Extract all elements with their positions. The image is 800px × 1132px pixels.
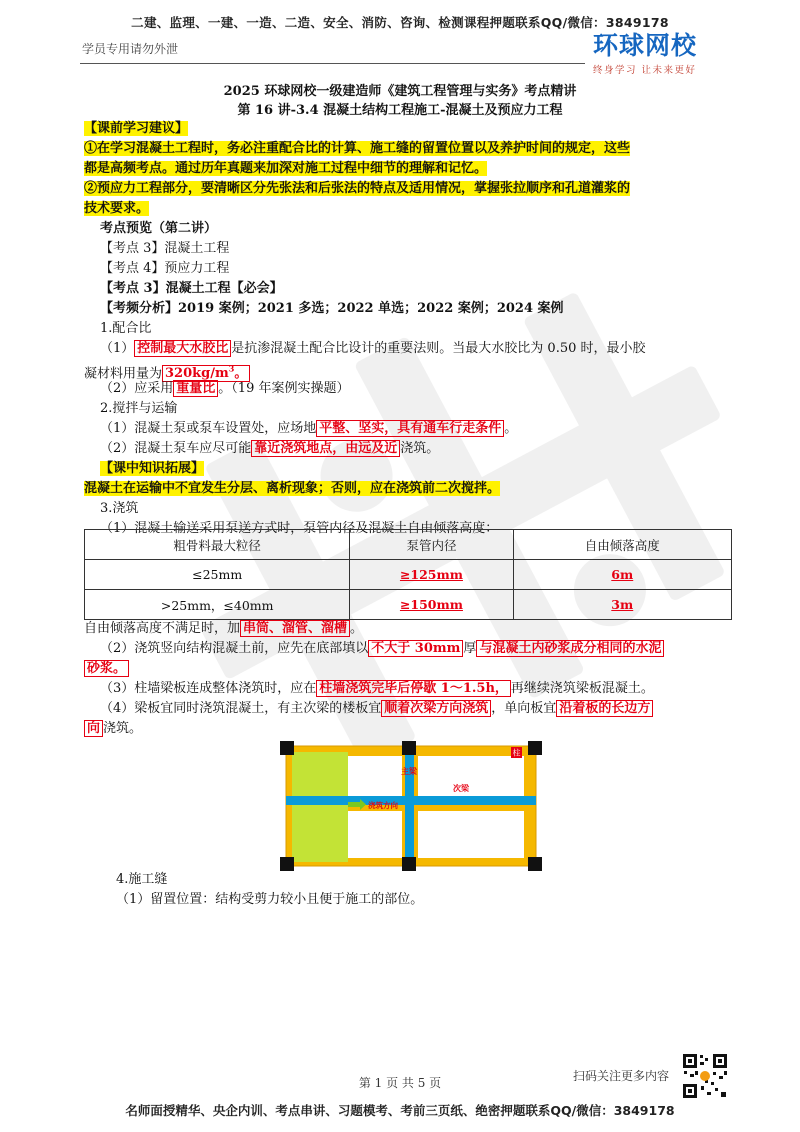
table-cell: ≥125mm [350, 560, 513, 590]
s4-line1: （1）留置位置：结构受剪力较小且便于施工的部位。 [116, 892, 424, 907]
column [528, 857, 542, 871]
s3-line4: （3）柱墙梁板连成整体浇筑时，应在 柱墙浇筑完毕后停歇 1～1.5h， 再继续浇筑梁板混凝土。 [100, 681, 654, 696]
logo-text: 环球网校 [593, 31, 698, 60]
s2-ext-heading: 【课中知识拓展】 [100, 461, 205, 476]
doc-subtitle: 第 16 讲-3.4 混凝土结构工程施工-混凝土及预应力工程 [237, 103, 563, 118]
advice-p2-line1: ②预应力工程部分，要清晰区分先张法和后张法的特点及适用情况，掌握张拉顺序和孔道灌浆的 [84, 181, 631, 196]
point3-frequency: 【考频分析】2019 案例；2021 多选；2022 单选；2022 案例；2024 案例 [100, 301, 564, 316]
header-confidential-note: 学员专用请勿外泄 [82, 42, 179, 56]
s2-ext-heading-row [100, 459, 750, 479]
column [402, 857, 416, 871]
preview-item-3: 【考点 3】混凝土工程 [100, 241, 230, 256]
s3-key-secondary-beam-dir: 顺着次梁方向浇筑 [381, 700, 491, 717]
slab-panel [418, 811, 524, 858]
slab-panel [418, 756, 524, 803]
s3-key-mortar: 与混凝土内砂浆成分相同的水泥 [476, 640, 664, 657]
s1-title: 1.配合比 [100, 321, 152, 336]
table-row [85, 560, 732, 590]
header-divider [80, 63, 585, 64]
s3-key-pause: 柱墙浇筑完毕后停歇 1～1.5h， [316, 680, 511, 697]
s1-key-min-binder: $320kg/m^3$。 [162, 365, 250, 382]
s3-line3: （2）浇筑竖向结构混凝土前，应先在底部填以 不大于 30mm 厚 与混凝土内砂浆成分相同的水泥 [100, 639, 750, 659]
s1-line2: 凝材料用量为 $320kg/m^3$。 [84, 359, 734, 384]
s3-key-mortar-end: 砂浆。 [84, 660, 129, 677]
s3-key-long-side: 沿着板的长边方 [556, 700, 653, 717]
table-header: 自由倾落高度 [513, 530, 731, 560]
s1-line1: （1） 控制最大水胶比 是抗渗混凝土配合比设计的重要法则。当最大水胶比为 0.50 时，最小胶 [100, 341, 646, 356]
logo [593, 32, 733, 76]
s2-key-site: 平整、坚实，具有通车行走条件 [316, 420, 504, 437]
s3-title: 3.浇筑 [100, 501, 139, 516]
column [402, 741, 416, 755]
s2-ext-text-row [84, 479, 734, 499]
table-header-row [85, 530, 732, 560]
s3-line5b: 向 浇筑。 [84, 719, 734, 739]
doc-title: 2025 环球网校一级建造师《建筑工程管理与实务》考点精讲 [223, 84, 577, 99]
column [528, 741, 542, 755]
table-cell: 6m [513, 560, 731, 590]
s2-title: 2.搅拌与运输 [100, 401, 178, 416]
footer-contact-line: 名师面授精华、央企内训、考点串讲、习题模考、考前三页纸、绝密押题联系QQ/微信：3849178 [125, 1103, 675, 1118]
poured-area [292, 752, 348, 862]
table-header: 粗骨料最大粒径 [85, 530, 350, 560]
column [280, 857, 294, 871]
s1-line3: （2）应采用 重量比 。（19 年案例实操题） [100, 381, 350, 396]
s2-key-pump-position: 靠近浇筑地点，由远及近 [251, 440, 400, 457]
secondary-beam-label: 次梁 [453, 784, 469, 793]
pour-direction-label: 浇筑方向 [368, 801, 398, 810]
s3-key-chutes: 串筒、溜管、溜槽 [240, 620, 350, 637]
s3-line5: （4）梁板宜同时浇筑混凝土，有主次梁的楼板宜 顺着次梁方向浇筑 ，单向板宜 沿着板的长边方 [100, 699, 750, 719]
advice-p2-line2: 技术要求。 [84, 201, 150, 216]
advice-heading-row [84, 119, 734, 139]
advice-p1-line2: 都是高频考点。通过历年真题来加深对施工过程中细节的理解和记忆。 [84, 161, 488, 176]
main-beam-label: 主梁 [401, 767, 417, 776]
s3-key-long-side-end: 向 [84, 720, 103, 737]
table-cell: 3m [513, 590, 731, 620]
page-number: 第 1 页 共 5 页 [358, 1076, 442, 1090]
pump-table [84, 529, 732, 620]
scan-prompt: 扫码关注更多内容 [573, 1069, 670, 1083]
table-cell: >25mm，≤40mm [85, 590, 350, 620]
pour-direction-diagram [278, 740, 544, 872]
table-cell: ≤25mm [85, 560, 350, 590]
s3-line1: （1）混凝土输送采用泵送方式时，泵管内径及混凝土自由倾落高度： [100, 521, 499, 536]
s2-line1: （1）混凝土泵或泵车设置处，应场地 平整、坚实，具有通车行走条件 。 [100, 421, 518, 436]
point3-heading: 【考点 3】混凝土工程【必会】 [100, 281, 283, 296]
table-cell: ≥150mm [350, 590, 513, 620]
s1-key-weight-ratio: 重量比 [173, 380, 218, 397]
s2-line2: （2）混凝土泵车应尽可能 靠近浇筑地点，由远及近 浇筑。 [100, 441, 440, 456]
column [280, 741, 294, 755]
preview-item-4: 【考点 4】预应力工程 [100, 261, 230, 276]
column-label: 柱 [512, 748, 521, 758]
preview-heading: 考点预览（第二讲） [100, 221, 218, 236]
s3-key-30mm: 不大于 30mm [368, 640, 463, 657]
main-beam [405, 746, 414, 866]
s3-line3b [84, 659, 734, 679]
s1-key-max-wb-ratio: 控制最大水胶比 [134, 340, 231, 357]
s3-line2: 自由倾落高度不满足时，加 串筒、溜管、溜槽 。 [84, 621, 364, 636]
table-header: 泵管内径 [350, 530, 513, 560]
logo-slogan: 终身学习 让未来更好 [593, 65, 697, 76]
advice-p1-line1: ①在学习混凝土工程时，务必注重配合比的计算、施工缝的留置位置以及养护时间的规定，这些 [84, 141, 631, 156]
header-contact-line: 二建、监理、一建、一造、二造、安全、消防、咨询、检测课程押题联系QQ/微信：3849178 [131, 15, 669, 30]
s2-ext-text: 混凝土在运输中不宜发生分层、离析现象；否则，应在浇筑前二次搅拌。 [84, 481, 501, 496]
table-row [85, 590, 732, 620]
s4-title: 4.施工缝 [116, 872, 168, 887]
advice-heading: 【课前学习建议】 [84, 121, 189, 136]
